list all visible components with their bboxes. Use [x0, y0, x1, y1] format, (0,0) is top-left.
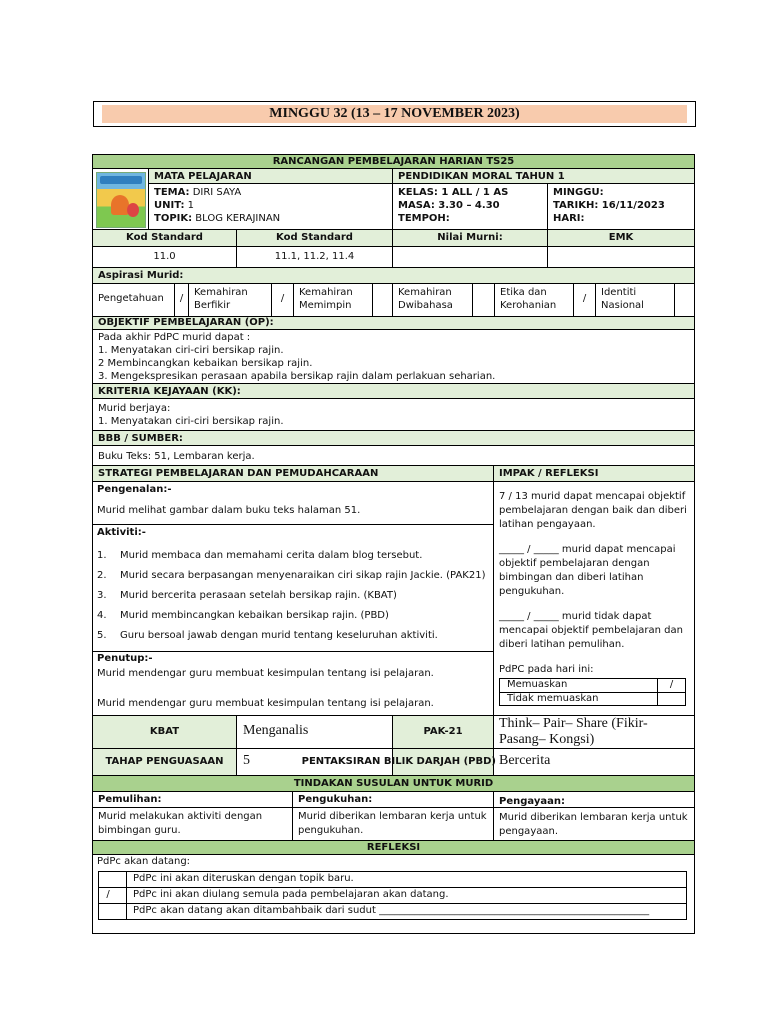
class-block [393, 184, 548, 230]
aktiviti-item [97, 589, 489, 602]
refleksi-option: PdPc ini akan diulang semula pada pembelajaran akan datang. [133, 889, 449, 900]
aspirasi-label: Aspirasi Murid: [92, 268, 695, 284]
topik-label: TOPIK: [154, 213, 193, 224]
aktiviti-number: 5. [97, 630, 107, 641]
kriteria-line: Murid berjaya: [98, 403, 171, 414]
penutup-text: Murid mendengar guru membuat kesimpulan tentang isi pelajaran. [97, 698, 434, 709]
aktiviti-text: Murid bercerita perasaan setelah bersikap rajin. (KBAT) [120, 590, 397, 601]
pengukuhan-label: Pengukuhan: [293, 792, 494, 808]
sp-label: Kod Standard [237, 230, 393, 247]
aspirasi-item: Kemahiran Memimpin [294, 284, 373, 317]
masa: MASA: 3.30 – 4.30 [398, 200, 500, 211]
nilai-value [393, 247, 548, 268]
aspirasi-item: Kemahiran Dwibahasa [393, 284, 473, 317]
bbm-value: Buku Teks: 51, Lembaran kerja. [92, 446, 695, 466]
tarikh: TARIKH: 16/11/2023 [553, 200, 665, 211]
bbm-label: BBB / SUMBER: [92, 431, 695, 446]
aspirasi-mark [373, 284, 393, 317]
aktiviti-label: Aktiviti:- [97, 527, 146, 538]
kriteria-content [92, 399, 695, 431]
unit-label: UNIT: [154, 200, 185, 211]
aspirasi-item: Kemahiran Berfikir [189, 284, 272, 317]
aktiviti-text: Murid secara berpasangan menyenaraikan ciri sikap rajin Jackie. (PAK21) [120, 570, 486, 581]
objektif-line: 2 Membincangkan kebaikan bersikap rajin. [98, 358, 313, 369]
tema-value: DIRI SAYA [189, 187, 242, 198]
topik-value: BLOG KERAJINAN [192, 213, 281, 224]
tahap-label: TAHAP PENGUASAAN [92, 749, 237, 776]
date-block [548, 184, 695, 230]
sp-value: 11.1, 11.2, 11.4 [237, 247, 393, 268]
aktiviti-item [97, 549, 489, 562]
hari: HARI: [553, 213, 585, 224]
aktiviti-number: 2. [97, 570, 107, 581]
aktiviti-number: 1. [97, 550, 107, 561]
objektif-label: OBJEKTIF PEMBELAJARAN (OP): [92, 317, 695, 330]
kbat-label: KBAT [92, 716, 237, 749]
pak21-value: Think– Pair– Share (Fikir-Pasang– Kongsi) [494, 716, 695, 749]
pbd-value: Bercerita [494, 749, 695, 776]
pengenalan-text: Murid melihat gambar dalam buku teks halaman 51. [97, 505, 361, 516]
pdpc-label: PdPC pada hari ini: [499, 664, 594, 675]
theme-block [149, 184, 393, 230]
pengayaan-text: Murid diberikan lembaran kerja untuk pengayaan. [494, 808, 695, 841]
aspirasi-mark: / [272, 284, 294, 317]
kbat-value: Menganalis [237, 716, 393, 749]
penutup-text: Murid mendengar guru membuat kesimpulan tentang isi pelajaran. [97, 668, 434, 679]
aktiviti-item [97, 569, 489, 582]
impak-moderate: _____ / _____ murid dapat mencapai objektif pembelajaran dengan bimbingan dan diberi latihan pengukuhan. [499, 544, 676, 597]
aktiviti-number: 4. [97, 610, 107, 621]
refleksi-option: PdPc ini akan diteruskan dengan topik baru. [133, 873, 354, 884]
refleksi-label: REFLEKSI [92, 841, 695, 855]
aktiviti-item [97, 629, 489, 642]
pdpc-rating-mark: / [669, 679, 674, 690]
emk-label: EMK [548, 230, 695, 247]
pemulihan-label: Pemulihan: [92, 792, 293, 808]
penutup-label: Penutup:- [97, 653, 153, 664]
unit-value: 1 [184, 200, 195, 211]
objektif-content [92, 330, 695, 384]
objektif-line: 3. Mengekspresikan perasaan apabila bersikap rajin dalam perlakuan seharian. [98, 371, 496, 382]
refleksi-mark: / [106, 889, 110, 900]
aspirasi-mark: / [574, 284, 596, 317]
pdpc-rating-label: Memuaskan [507, 679, 568, 690]
minggu: MINGGU: [553, 187, 604, 198]
aktiviti-number: 3. [97, 590, 107, 601]
aspirasi-mark: / [175, 284, 189, 317]
nilai-label: Nilai Murni: [393, 230, 548, 247]
textbook-cover-image [96, 172, 146, 228]
impak-good: 7 / 13 murid dapat mencapai objektif pembelajaran dengan baik dan diberi latihan pengayaan. [499, 491, 687, 530]
aktiviti-text: Guru bersoal jawab dengan murid tentang keseluruhan aktiviti. [120, 630, 438, 641]
aktiviti-text: Murid membincangkan kebaikan bersikap rajin. (PBD) [120, 610, 389, 621]
aspirasi-item: Identiti Nasional [596, 284, 675, 317]
tempoh: TEMPOH: [398, 213, 450, 224]
tema-label: TEMA: [154, 187, 190, 198]
pengukuhan-text: Murid diberikan lembaran kerja untuk pengukuhan. [293, 808, 494, 841]
aktiviti-item [97, 609, 489, 622]
pbd-label: PENTAKSIRAN BILIK DARJAH (PBD) [301, 756, 496, 767]
aspirasi-mark [473, 284, 495, 317]
pak21-label: PAK-21 [393, 716, 494, 749]
impak-weak: _____ / _____ murid tidak dapat mencapai objektif pembelajaran dan diberi latihan pemulihan. [499, 611, 683, 650]
pengayaan-label: Pengayaan: [494, 792, 695, 808]
aspirasi-mark [675, 284, 695, 317]
impak-label: IMPAK / REFLEKSI [494, 466, 695, 482]
tindakan-label: TINDAKAN SUSULAN UNTUK MURID [92, 776, 695, 792]
subject-value: PENDIDIKAN MORAL TAHUN 1 [393, 169, 695, 184]
objektif-line: Pada akhir PdPC murid dapat : [98, 332, 251, 343]
kriteria-label: KRITERIA KEJAYAAN (KK): [92, 384, 695, 399]
subject-label: MATA PELAJARAN [149, 169, 393, 184]
pdpc-rating-label: Tidak memuaskan [507, 693, 599, 704]
emk-value [548, 247, 695, 268]
aktiviti-list [97, 549, 489, 649]
kriteria-line: 1. Menyatakan ciri-ciri bersikap rajin. [98, 416, 284, 427]
objektif-line: 1. Menyatakan ciri-ciri bersikap rajin. [98, 345, 284, 356]
aspirasi-item: Etika dan Kerohanian [495, 284, 574, 317]
pengenalan-label: Pengenalan:- [97, 484, 172, 495]
ks-value: 11.0 [92, 247, 237, 268]
aspirasi-item: Pengetahuan [92, 284, 175, 317]
refleksi-intro: PdPc akan datang: [97, 856, 191, 867]
aktiviti-text: Murid membaca dan memahami cerita dalam blog tersebut. [120, 550, 423, 561]
ks-label: Kod Standard [92, 230, 237, 247]
week-title: MINGGU 32 (13 – 17 NOVEMBER 2023) [102, 105, 687, 123]
pemulihan-text: Murid melakukan aktiviti dengan bimbingan guru. [92, 808, 293, 841]
plan-title: RANCANGAN PEMBELAJARAN HARIAN TS25 [92, 154, 695, 169]
strategi-label: STRATEGI PEMBELAJARAN DAN PEMUDAHCARAAN [92, 466, 494, 482]
refleksi-option: PdPc akan datang akan ditambahbaik dari sudut ______________________________________________________ [133, 905, 650, 916]
tahap-value: 5 [237, 749, 393, 776]
kelas: KELAS: 1 ALL / 1 AS [398, 187, 509, 198]
week-header-box [93, 101, 696, 127]
